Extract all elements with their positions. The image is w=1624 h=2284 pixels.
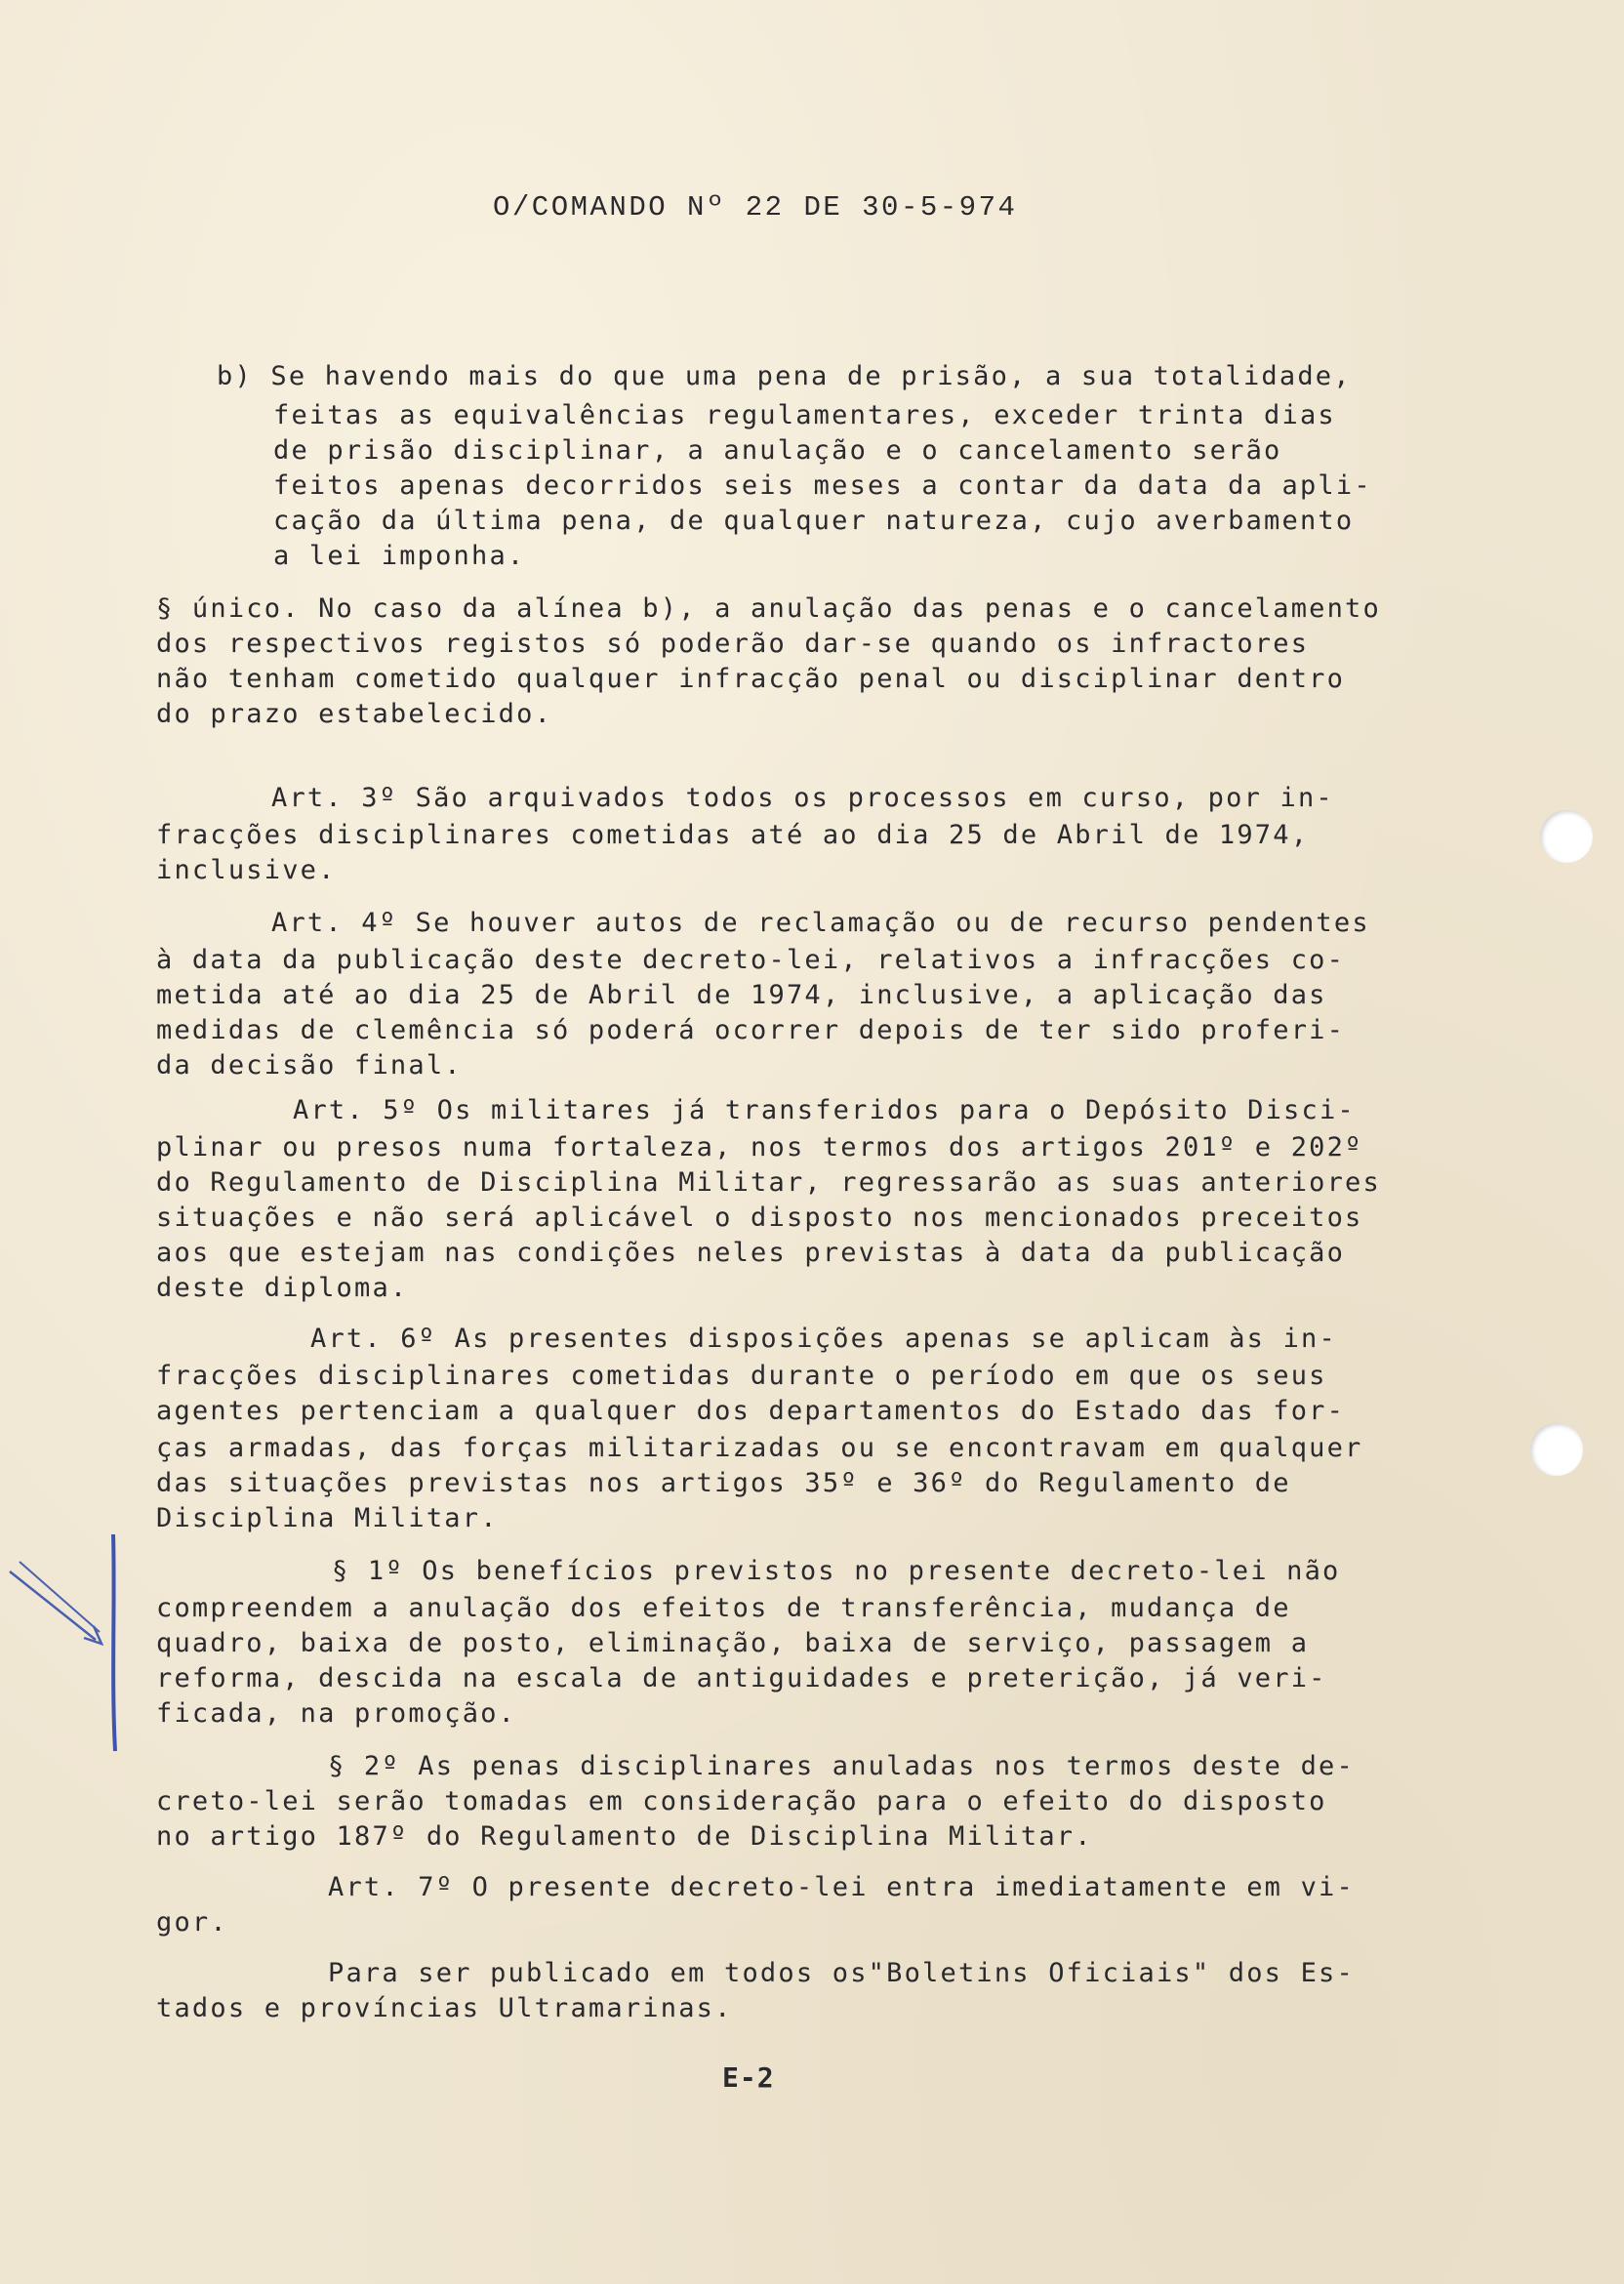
text-line: § 1º Os benefícios previstos no presente decreto-lei não [332, 1556, 1341, 1586]
punch-hole-upper [1540, 810, 1593, 863]
text-line: do prazo estabelecido. [156, 699, 553, 729]
text-line: no artigo 187º do Regulamento de Disciplina Militar. [156, 1821, 1093, 1852]
text-line: cação da última pena, de qualquer natureza, cujo averbamento [273, 506, 1355, 536]
text-line: tados e províncias Ultramarinas. [156, 1993, 733, 2023]
text-line: a lei imponha. [273, 541, 526, 571]
text-line: compreendem a anulação dos efeitos de transferência, mudança de [156, 1593, 1291, 1623]
text-line: situações e não será aplicável o disposto nos mencionados preceitos [156, 1203, 1363, 1233]
text-line: dos respectivos registos só poderão dar-se quando os infractores [156, 629, 1310, 659]
text-line: Art. 6º As presentes disposições apenas se aplicam às in- [310, 1324, 1337, 1354]
text-line: Art. 3º São arquivados todos os processos em curso, por in- [271, 783, 1334, 813]
text-line: quadro, baixa de posto, eliminação, baixa de serviço, passagem a [156, 1628, 1310, 1658]
page-number: E-2 [722, 2061, 775, 2094]
text-line: de prisão disciplinar, a anulação e o cancelamento serão [273, 435, 1282, 466]
text-line: Disciplina Militar. [156, 1503, 499, 1533]
text-line: ficada, na promoção. [156, 1698, 517, 1729]
text-line: creto-lei serão tomadas em consideração para o efeito do disposto [156, 1786, 1327, 1816]
text-line: b) Se havendo mais do que uma pena de prisão, a sua totalidade, [217, 361, 1352, 391]
text-line: deste diploma. [156, 1273, 409, 1303]
text-line: medidas de clemência só poderá ocorrer depois de ter sido proferi- [156, 1015, 1346, 1045]
text-line: inclusive. [156, 855, 337, 885]
text-line: Art. 4º Se houver autos de reclamação ou de recurso pendentes [271, 908, 1370, 938]
text-line: reforma, descida na escala de antiguidades e preterição, já veri- [156, 1663, 1327, 1693]
text-line: Art. 5º Os militares já transferidos para o Depósito Disci- [293, 1095, 1356, 1125]
punch-hole-lower [1530, 1423, 1583, 1476]
text-line: aos que estejam nas condições neles previstas à data da publicação [156, 1238, 1346, 1268]
text-line: do Regulamento de Disciplina Militar, regressarão as suas anteriores [156, 1167, 1381, 1198]
text-line: gor. [156, 1907, 228, 1937]
text-line: das situações previstas nos artigos 35º e 36º do Regulamento de [156, 1468, 1291, 1498]
text-line: fracções disciplinares cometidas até ao dia 25 de Abril de 1974, [156, 820, 1310, 850]
text-line: ças armadas, das forças militarizadas ou se encontravam em qualquer [156, 1433, 1363, 1463]
text-line: da decisão final. [156, 1050, 463, 1081]
text-line: não tenham cometido qualquer infracção penal ou disciplinar dentro [156, 664, 1346, 694]
document-title: O/COMANDO Nº 22 DE 30-5-974 [493, 191, 1018, 224]
text-line: § único. No caso da alínea b), a anulação das penas e o cancelamento [156, 593, 1381, 624]
text-line: § 2º As penas disciplinares anuladas nos termos deste de- [328, 1751, 1355, 1781]
text-line: feitos apenas decorridos seis meses a contar da data da apli- [273, 470, 1372, 501]
text-line: fracções disciplinares cometidas durante o período em que os seus [156, 1361, 1327, 1391]
text-line: Para ser publicado em todos os"Boletins Oficiais" dos Es- [328, 1958, 1355, 1988]
margin-arrow-annotation [0, 1523, 127, 1767]
text-line: metida até ao dia 25 de Abril de 1974, inclusive, a aplicação das [156, 980, 1327, 1010]
text-line: à data da publicação deste decreto-lei, relativos a infracções co- [156, 945, 1346, 975]
text-line: agentes pertenciam a qualquer dos departamentos do Estado das for- [156, 1396, 1346, 1426]
text-line: plinar ou presos numa fortaleza, nos termos dos artigos 201º e 202º [156, 1132, 1363, 1162]
text-line: feitas as equivalências regulamentares, exceder trinta dias [273, 400, 1336, 430]
text-line: Art. 7º O presente decreto-lei entra imediatamente em vi- [328, 1872, 1355, 1902]
